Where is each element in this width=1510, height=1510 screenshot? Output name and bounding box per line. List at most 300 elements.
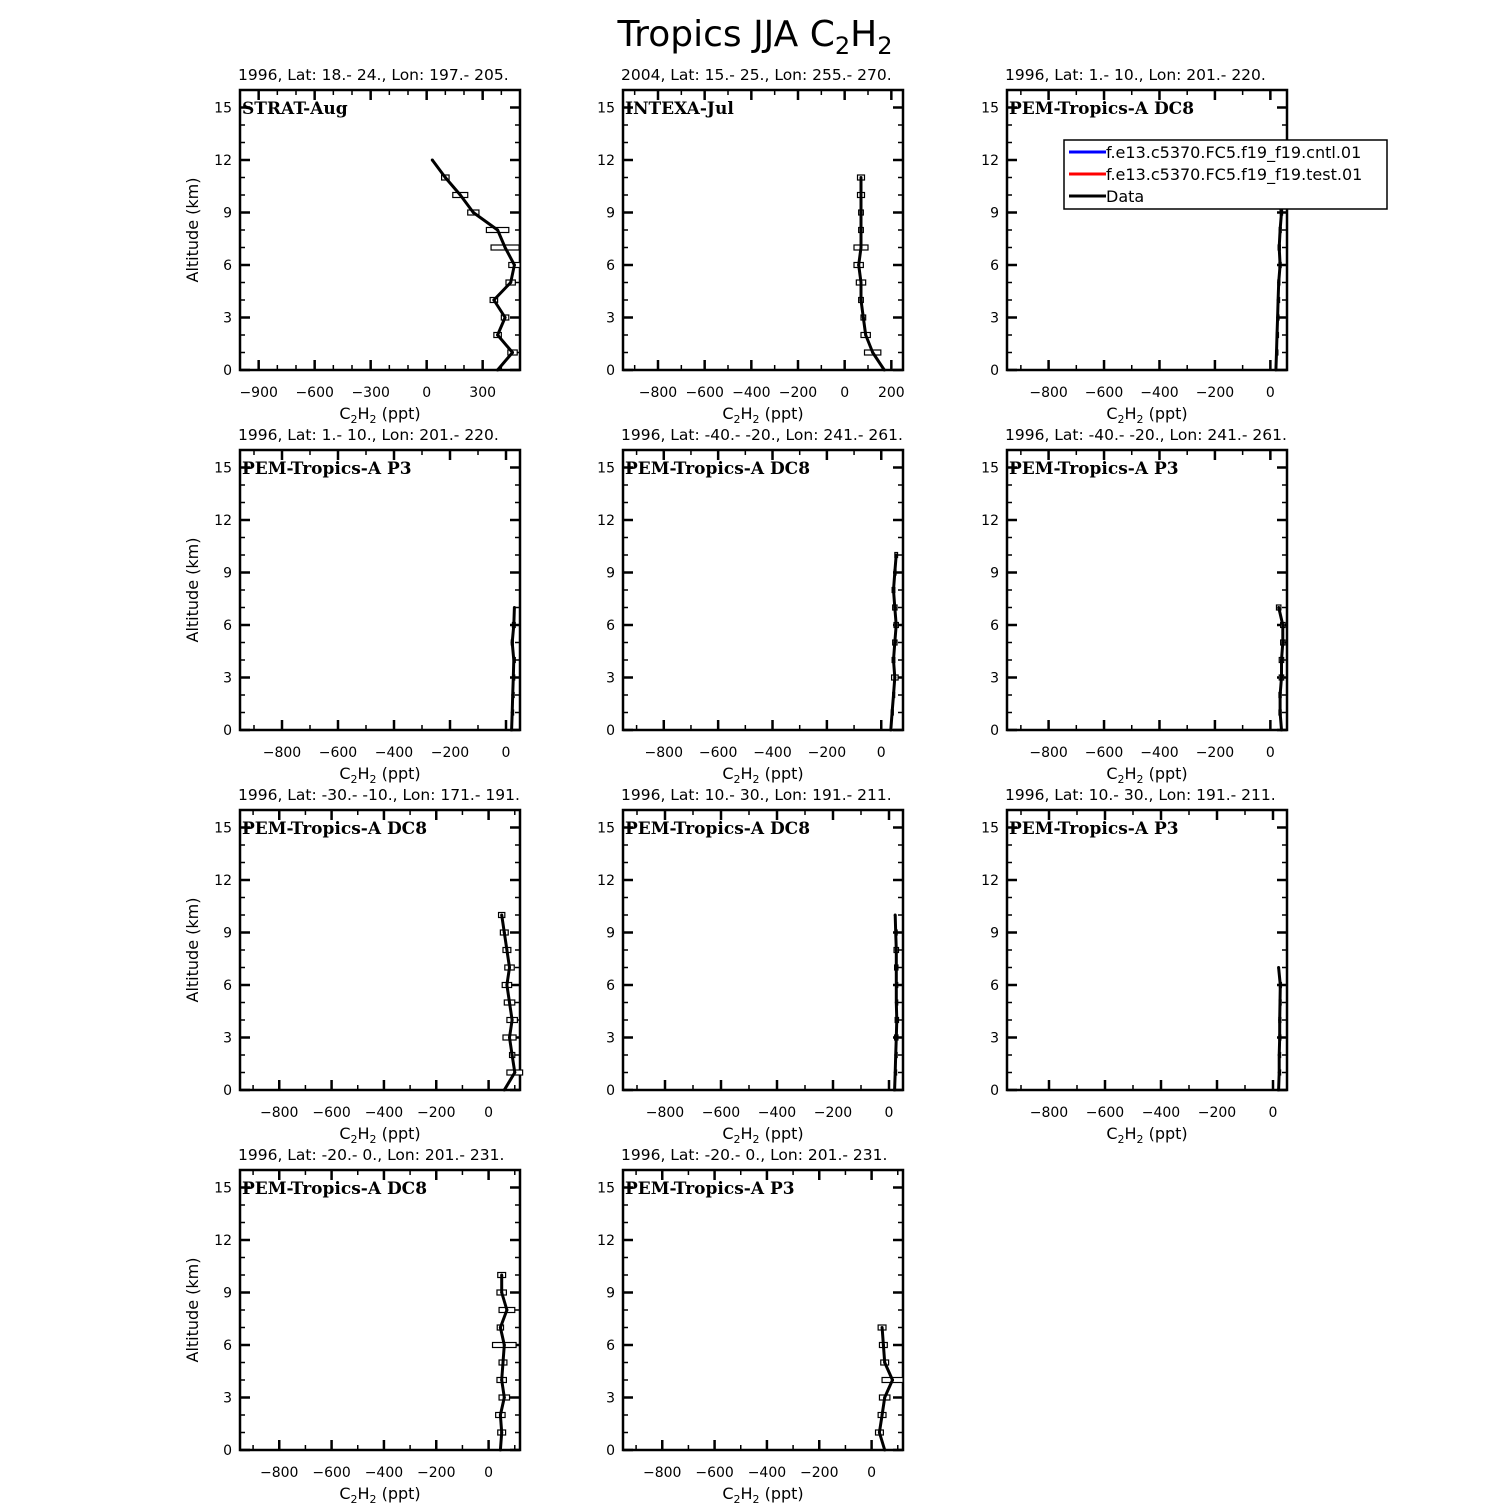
y-tick-label: 6 xyxy=(223,1338,232,1354)
data-point xyxy=(431,159,434,162)
data-point xyxy=(508,1001,511,1004)
y-tick-label: 12 xyxy=(981,513,999,529)
x-tick-label: −800 xyxy=(644,745,684,761)
y-tick-label: 12 xyxy=(597,153,615,169)
data-point xyxy=(511,1054,514,1057)
y-tick-label: 6 xyxy=(606,618,615,634)
plot-frame xyxy=(623,810,903,1090)
data-point xyxy=(864,334,867,337)
plot-frame xyxy=(240,810,520,1090)
x-tick-label: −400 xyxy=(747,1465,787,1481)
profile-panel xyxy=(183,66,520,426)
x-tick-label: −600 xyxy=(685,385,724,401)
data-point xyxy=(505,984,508,987)
y-tick-label: 6 xyxy=(990,618,999,634)
data-point xyxy=(883,369,886,372)
y-tick-label: 0 xyxy=(223,1083,232,1099)
data-point xyxy=(892,694,895,697)
x-tick-label: −200 xyxy=(813,1105,853,1121)
panels-container xyxy=(183,66,1287,1506)
data-point xyxy=(1277,606,1280,609)
y-tick-label: 9 xyxy=(990,925,999,942)
x-axis-label: $C_2H_2$ (ppt) xyxy=(339,404,421,426)
y-tick-label: 15 xyxy=(597,100,615,117)
data-point xyxy=(508,966,511,969)
data-point xyxy=(1275,351,1278,354)
y-tick-label: 6 xyxy=(990,978,999,994)
x-axis-label: $C_2H_2$ (ppt) xyxy=(1106,1124,1188,1146)
y-tick-label: 15 xyxy=(597,1180,615,1197)
data-point xyxy=(1277,281,1280,284)
x-tick-label: −200 xyxy=(417,1105,456,1121)
data-point xyxy=(510,729,513,732)
panel-subtitle: 2004, Lat: 15.- 25., Lon: 255.- 270. xyxy=(621,66,892,84)
y-tick-label: 9 xyxy=(606,925,615,942)
data-point xyxy=(511,641,514,644)
data-point xyxy=(459,194,462,197)
legend-label: f.e13.c5370.FC5.f19_f19.test.01 xyxy=(1106,165,1363,184)
data-point xyxy=(505,949,508,952)
x-tick-label: −600 xyxy=(318,745,358,761)
data-point xyxy=(860,194,863,197)
page-title-mid: H xyxy=(850,14,878,55)
x-tick-label: −900 xyxy=(239,385,278,401)
campaign-label: PEM-Tropics-A DC8 xyxy=(625,459,811,479)
x-tick-label: −400 xyxy=(1141,1105,1181,1121)
x-tick-label: −400 xyxy=(753,745,792,761)
data-point xyxy=(503,1344,506,1347)
data-point xyxy=(512,659,515,662)
campaign-label: PEM-Tropics-A DC8 xyxy=(1009,99,1195,119)
y-tick-label: 6 xyxy=(223,258,232,274)
y-tick-label: 9 xyxy=(223,565,232,582)
data-point xyxy=(894,1071,897,1074)
x-tick-label: −600 xyxy=(312,1105,351,1121)
y-tick-label: 12 xyxy=(214,1233,232,1249)
profile-panel xyxy=(597,786,903,1146)
y-tick-label: 0 xyxy=(990,363,999,379)
y-tick-label: 12 xyxy=(981,153,999,169)
data-point xyxy=(895,966,898,969)
x-axis-label: $C_2H_2$ (ppt) xyxy=(339,764,421,786)
x-tick-label: −800 xyxy=(645,1105,685,1121)
x-tick-label: −600 xyxy=(701,1105,741,1121)
page-title xyxy=(616,14,892,60)
x-tick-label: −800 xyxy=(638,385,678,401)
y-tick-label: 3 xyxy=(606,670,615,687)
y-tick-label: 15 xyxy=(597,460,615,477)
campaign-label: PEM-Tropics-A P3 xyxy=(625,1179,795,1199)
y-tick-label: 6 xyxy=(990,258,999,274)
x-tick-label: 200 xyxy=(877,385,905,401)
x-tick-label: −400 xyxy=(364,1105,404,1121)
data-point xyxy=(893,641,896,644)
x-tick-label: −400 xyxy=(364,1465,404,1481)
data-point xyxy=(444,176,447,179)
plot-frame xyxy=(1007,90,1287,370)
x-tick-label: −800 xyxy=(260,1105,299,1121)
x-tick-label: −200 xyxy=(778,385,818,401)
data-point xyxy=(1280,676,1283,679)
x-tick-label: −800 xyxy=(643,1465,682,1481)
data-point xyxy=(1278,1019,1281,1022)
x-tick-label: 300 xyxy=(469,385,497,401)
data-point xyxy=(509,281,512,284)
plot-frame xyxy=(623,450,903,730)
x-tick-label: −600 xyxy=(695,1465,734,1481)
y-axis-label: Altitude (km) xyxy=(183,177,202,283)
y-tick-label: 3 xyxy=(223,310,232,327)
x-tick-label: 0 xyxy=(876,745,886,761)
data-point xyxy=(894,931,897,934)
x-tick-label: −600 xyxy=(1084,385,1124,401)
data-point xyxy=(895,949,898,952)
data-point xyxy=(503,1396,506,1399)
x-axis-label: $C_2H_2$ (ppt) xyxy=(1106,404,1188,426)
y-tick-label: 0 xyxy=(606,1083,615,1099)
data-point xyxy=(1278,246,1281,249)
x-tick-label: −400 xyxy=(374,745,414,761)
data-point xyxy=(511,1019,514,1022)
y-tick-label: 15 xyxy=(597,820,615,837)
y-tick-label: 9 xyxy=(606,1285,615,1302)
y-axis-label: Altitude (km) xyxy=(183,897,202,1003)
x-tick-label: −200 xyxy=(1195,745,1235,761)
data-point xyxy=(860,281,863,284)
data-point xyxy=(1276,316,1279,319)
data-point xyxy=(501,1361,504,1364)
data-point xyxy=(1280,211,1283,214)
campaign-label: PEM-Tropics-A DC8 xyxy=(242,1179,428,1199)
panel-subtitle: 1996, Lat: 18.- 24., Lon: 197.- 205. xyxy=(238,66,509,84)
x-axis-label: $C_2H_2$ (ppt) xyxy=(339,1124,421,1146)
x-tick-label: −400 xyxy=(732,385,771,401)
data-point xyxy=(1280,729,1283,732)
data-point xyxy=(508,1036,511,1039)
x-tick-label: −800 xyxy=(262,745,302,761)
data-point xyxy=(499,1326,502,1329)
profile-panel xyxy=(183,426,520,786)
data-point xyxy=(891,1379,894,1382)
data-point xyxy=(860,246,863,249)
legend-label: Data xyxy=(1106,187,1145,206)
x-axis-label: $C_2H_2$ (ppt) xyxy=(722,764,804,786)
y-axis-label: Altitude (km) xyxy=(183,1257,202,1363)
y-tick-label: 0 xyxy=(606,723,615,739)
x-tick-label: −600 xyxy=(698,745,738,761)
x-tick-label: 0 xyxy=(484,1465,494,1481)
data-point xyxy=(499,1414,502,1417)
data-point xyxy=(882,1344,885,1347)
plot-frame xyxy=(1007,450,1287,730)
y-tick-label: 0 xyxy=(990,723,999,739)
profile-panel xyxy=(981,66,1287,426)
data-point xyxy=(511,694,514,697)
x-axis-label: $C_2H_2$ (ppt) xyxy=(339,1484,421,1506)
data-point xyxy=(500,1431,503,1434)
data-point xyxy=(860,176,863,179)
data-point xyxy=(857,264,860,267)
page-title-sub2: 2 xyxy=(877,32,893,60)
campaign-label: PEM-Tropics-A P3 xyxy=(242,459,412,479)
data-point xyxy=(1279,694,1282,697)
y-tick-label: 6 xyxy=(606,258,615,274)
data-point xyxy=(881,1326,884,1329)
data-point xyxy=(492,299,495,302)
x-tick-label: 0 xyxy=(422,385,432,401)
y-tick-label: 0 xyxy=(223,363,232,379)
data-point xyxy=(860,229,863,232)
panel-subtitle: 1996, Lat: -40.- -20., Lon: 241.- 261. xyxy=(621,426,903,444)
x-tick-label: 0 xyxy=(1265,745,1275,761)
y-tick-label: 12 xyxy=(597,1233,615,1249)
profile-panel xyxy=(597,66,905,426)
data-point xyxy=(883,1396,886,1399)
data-point xyxy=(883,1361,886,1364)
data-point xyxy=(503,931,506,934)
data-point xyxy=(511,351,514,354)
campaign-label: PEM-Tropics-A DC8 xyxy=(242,819,428,839)
data-point xyxy=(891,711,894,714)
page-title-sub1: 2 xyxy=(834,32,851,60)
x-axis-label: $C_2H_2$ (ppt) xyxy=(722,1484,804,1506)
y-tick-label: 6 xyxy=(606,1338,615,1354)
x-tick-label: 0 xyxy=(1265,385,1275,401)
data-profile-line xyxy=(432,160,514,370)
y-tick-label: 12 xyxy=(597,513,615,529)
plot-frame xyxy=(1007,810,1287,1090)
y-tick-label: 3 xyxy=(990,310,999,327)
campaign-label: STRAT-Aug xyxy=(242,99,348,119)
y-tick-label: 15 xyxy=(214,1180,232,1197)
y-tick-label: 15 xyxy=(214,820,232,837)
data-point xyxy=(1281,641,1284,644)
data-point xyxy=(1276,334,1279,337)
campaign-label: INTEXA-Jul xyxy=(625,99,734,119)
panel-subtitle: 1996, Lat: 10.- 30., Lon: 191.- 211. xyxy=(621,786,892,804)
campaign-label: PEM-Tropics-A P3 xyxy=(1009,459,1179,479)
data-point xyxy=(500,1291,503,1294)
y-tick-label: 15 xyxy=(981,460,999,477)
data-point xyxy=(895,1019,898,1022)
x-tick-label: −200 xyxy=(430,745,470,761)
data-point xyxy=(1277,1089,1280,1092)
plot-frame xyxy=(240,1170,520,1450)
data-point xyxy=(472,211,475,214)
data-point xyxy=(1277,299,1280,302)
data-point xyxy=(862,316,865,319)
x-tick-label: −200 xyxy=(1195,385,1235,401)
data-point xyxy=(889,729,892,732)
y-tick-label: 0 xyxy=(606,363,615,379)
campaign-label: PEM-Tropics-A P3 xyxy=(1009,819,1179,839)
x-tick-label: 0 xyxy=(1268,1105,1278,1121)
data-point xyxy=(894,1054,897,1057)
x-tick-label: −600 xyxy=(295,385,334,401)
data-point xyxy=(511,711,514,714)
x-axis-label: $C_2H_2$ (ppt) xyxy=(1106,764,1188,786)
x-tick-label: −800 xyxy=(1029,1105,1069,1121)
panel-subtitle: 1996, Lat: 10.- 30., Lon: 191.- 211. xyxy=(1005,786,1276,804)
x-tick-label: 0 xyxy=(840,385,850,401)
data-point xyxy=(504,316,507,319)
x-tick-label: −400 xyxy=(757,1105,797,1121)
data-point xyxy=(892,589,895,592)
x-tick-label: −800 xyxy=(1029,385,1068,401)
panel-subtitle: 1996, Lat: 1.- 10., Lon: 201.- 220. xyxy=(1005,66,1266,84)
legend-label: f.e13.c5370.FC5.f19_f19.cntl.01 xyxy=(1106,143,1362,162)
profile-panel xyxy=(981,426,1287,786)
y-tick-label: 3 xyxy=(223,1390,232,1407)
data-point xyxy=(860,299,863,302)
data-point xyxy=(1278,1054,1281,1057)
data-point xyxy=(1279,1001,1282,1004)
y-tick-label: 15 xyxy=(981,100,999,117)
data-point xyxy=(505,1309,508,1312)
data-point xyxy=(500,1379,503,1382)
y-tick-label: 9 xyxy=(223,1285,232,1302)
profile-panel xyxy=(597,426,903,786)
data-point xyxy=(1279,229,1282,232)
data-point xyxy=(895,624,898,627)
panel-subtitle: 1996, Lat: 1.- 10., Lon: 201.- 220. xyxy=(238,426,499,444)
panel-subtitle: 1996, Lat: -20.- 0., Lon: 201.- 231. xyxy=(238,1146,505,1164)
x-tick-label: 0 xyxy=(867,1465,877,1481)
page-title-main: Tropics JJA C xyxy=(617,14,835,55)
y-tick-label: 6 xyxy=(606,978,615,994)
y-axis-label: Altitude (km) xyxy=(183,537,202,643)
profile-panel xyxy=(183,1146,520,1506)
data-point xyxy=(1280,659,1283,662)
data-point xyxy=(1278,1036,1281,1039)
legend xyxy=(1064,140,1387,209)
y-tick-label: 9 xyxy=(606,565,615,582)
data-point xyxy=(1278,1071,1281,1074)
x-tick-label: −200 xyxy=(1197,1105,1237,1121)
data-point xyxy=(860,211,863,214)
x-tick-label: −800 xyxy=(1029,745,1068,761)
y-tick-label: 12 xyxy=(214,153,232,169)
x-tick-label: −800 xyxy=(260,1465,299,1481)
data-point xyxy=(1281,624,1284,627)
y-tick-label: 15 xyxy=(214,460,232,477)
y-tick-label: 6 xyxy=(223,618,232,634)
y-tick-label: 9 xyxy=(990,205,999,222)
panel-subtitle: 1996, Lat: -20.- 0., Lon: 201.- 231. xyxy=(621,1146,888,1164)
x-tick-label: −200 xyxy=(800,1465,839,1481)
x-tick-label: −600 xyxy=(1085,1105,1125,1121)
data-point xyxy=(504,246,507,249)
plot-frame xyxy=(240,90,520,370)
data-point xyxy=(894,914,897,917)
plot-frame xyxy=(623,1170,903,1450)
y-tick-label: 9 xyxy=(606,205,615,222)
x-axis-label: $C_2H_2$ (ppt) xyxy=(722,404,804,426)
x-tick-label: −400 xyxy=(1140,385,1179,401)
y-tick-label: 12 xyxy=(981,873,999,889)
x-tick-label: −600 xyxy=(312,1465,351,1481)
data-point xyxy=(878,1431,881,1434)
y-tick-label: 6 xyxy=(223,978,232,994)
y-tick-label: 0 xyxy=(223,1443,232,1459)
x-tick-label: 0 xyxy=(501,745,511,761)
data-point xyxy=(895,554,898,557)
y-tick-label: 9 xyxy=(990,565,999,582)
x-tick-label: −200 xyxy=(417,1465,456,1481)
data-point xyxy=(513,1071,516,1074)
panel-subtitle: 1996, Lat: -30.- -10., Lon: 171.- 191. xyxy=(238,786,520,804)
y-tick-label: 0 xyxy=(606,1443,615,1459)
y-tick-label: 3 xyxy=(223,1030,232,1047)
y-tick-label: 9 xyxy=(223,925,232,942)
y-tick-label: 3 xyxy=(990,1030,999,1047)
y-tick-label: 12 xyxy=(597,873,615,889)
data-point xyxy=(503,1089,506,1092)
data-point xyxy=(1279,264,1282,267)
data-point xyxy=(500,1274,503,1277)
data-point xyxy=(895,984,898,987)
data-point xyxy=(881,1414,884,1417)
data-point xyxy=(512,676,515,679)
data-point xyxy=(1279,984,1282,987)
panel-subtitle: 1996, Lat: -40.- -20., Lon: 241.- 261. xyxy=(1005,426,1287,444)
x-tick-label: −600 xyxy=(1084,745,1124,761)
data-point xyxy=(496,369,499,372)
x-tick-label: −400 xyxy=(1140,745,1179,761)
data-point xyxy=(883,1449,886,1452)
y-tick-label: 15 xyxy=(981,820,999,837)
data-point xyxy=(893,676,896,679)
data-point xyxy=(1274,369,1277,372)
y-tick-label: 12 xyxy=(214,873,232,889)
campaign-label: PEM-Tropics-A DC8 xyxy=(625,819,811,839)
data-point xyxy=(496,334,499,337)
data-point xyxy=(895,1001,898,1004)
data-point xyxy=(496,229,499,232)
plot-frame xyxy=(240,450,520,730)
y-tick-label: 3 xyxy=(223,670,232,687)
x-tick-label: 0 xyxy=(884,1105,894,1121)
data-point xyxy=(513,606,516,609)
y-tick-label: 3 xyxy=(606,310,615,327)
x-tick-label: −200 xyxy=(807,745,847,761)
data-profile-line xyxy=(859,178,885,371)
data-point xyxy=(871,351,874,354)
y-tick-label: 3 xyxy=(606,1030,615,1047)
data-point xyxy=(895,1036,898,1039)
profile-panel xyxy=(981,786,1287,1146)
x-tick-label: −300 xyxy=(351,385,390,401)
data-point xyxy=(1277,966,1280,969)
y-tick-label: 9 xyxy=(223,205,232,222)
y-tick-label: 15 xyxy=(214,100,232,117)
y-tick-label: 3 xyxy=(990,670,999,687)
x-axis-label: $C_2H_2$ (ppt) xyxy=(722,1124,804,1146)
data-point xyxy=(512,624,515,627)
data-point xyxy=(500,914,503,917)
x-tick-label: 0 xyxy=(484,1105,494,1121)
y-tick-label: 12 xyxy=(214,513,232,529)
profile-panel xyxy=(183,786,523,1146)
data-point xyxy=(1279,711,1282,714)
y-tick-label: 3 xyxy=(606,1390,615,1407)
data-point xyxy=(893,571,896,574)
data-point xyxy=(513,264,516,267)
y-tick-label: 0 xyxy=(990,1083,999,1099)
y-tick-label: 0 xyxy=(223,723,232,739)
data-point xyxy=(893,1089,896,1092)
data-point xyxy=(893,606,896,609)
